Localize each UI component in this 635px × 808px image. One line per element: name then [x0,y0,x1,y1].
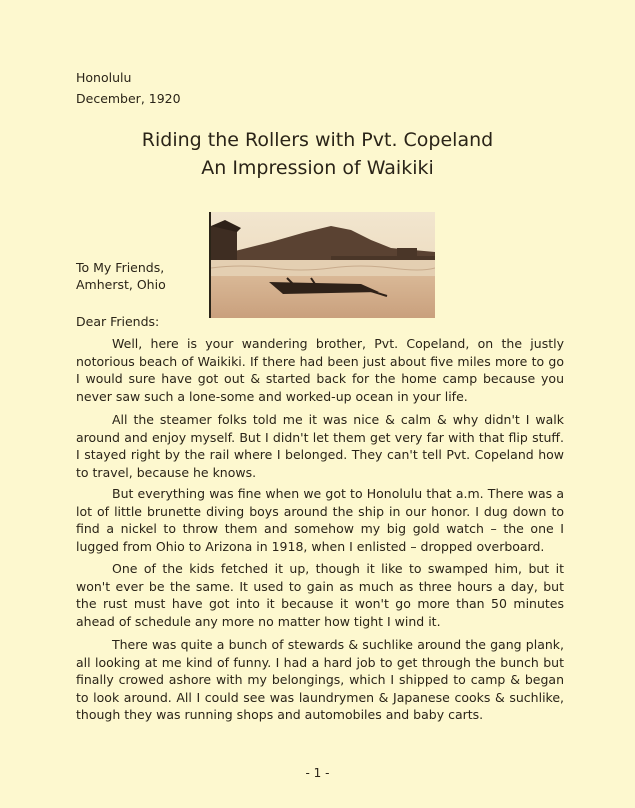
address-line-2: Amherst, Ohio [76,277,166,292]
page-number: - 1 - [305,766,330,780]
beach-scene-illustration [211,212,435,318]
paragraph-5: There was quite a bunch of stewards & suchlike around the gang plank, all looking at me kind of funny. I had a hard job to get through the bunch but finally crowed ashore with my belongings, which I shipped to camp & began to look around. All I could see was laundrymen & Japanese cooks & suchlike, though they was running shops and automobiles and baby carts. [76,637,564,722]
waikiki-photo [209,212,435,318]
paragraph-4: One of the kids fetched it up, though it like to swamped him, but it won't ever be the same. It used to gain as much as three hours a day, but the rust must have got into it because it won't go more than 50 minutes ahead of schedule any more no matter how tight I wind it. [76,561,564,629]
date-line: December, 1920 [76,91,181,106]
greeting: Dear Friends: [76,314,160,329]
title-line-2: An Impression of Waikiki [201,157,434,179]
title-line-1: Riding the Rollers with Pvt. Copeland [141,129,494,151]
address-line-1: To My Friends, [76,260,165,275]
place-line: Honolulu [76,70,132,85]
paragraph-1: Well, here is your wandering brother, Pvt. Copeland, on the justly notorious beach of Waikiki. If there had been just about five miles more to go I would sure have got out & started back for the home camp because you never saw such a lone-some and worked-up ocean in your life. [76,336,564,404]
paragraph-3: But everything was fine when we got to Honolulu that a.m. There was a lot of little brunette diving boys around the ship in our honor. I dug down to find a nickel to throw them and somehow my big gold watch – the one I lugged from Ohio to Arizona in 1918, when I enlisted – dropped overboard. [76,486,564,554]
paragraph-2: All the steamer folks told me it was nice & calm & why didn't I walk around and enjoy myself. But I didn't let them get very far with that flip stuff. I stayed right by the rail where I belonged. They can't tell Pvt. Copeland how to travel, because he knows. [76,412,564,480]
